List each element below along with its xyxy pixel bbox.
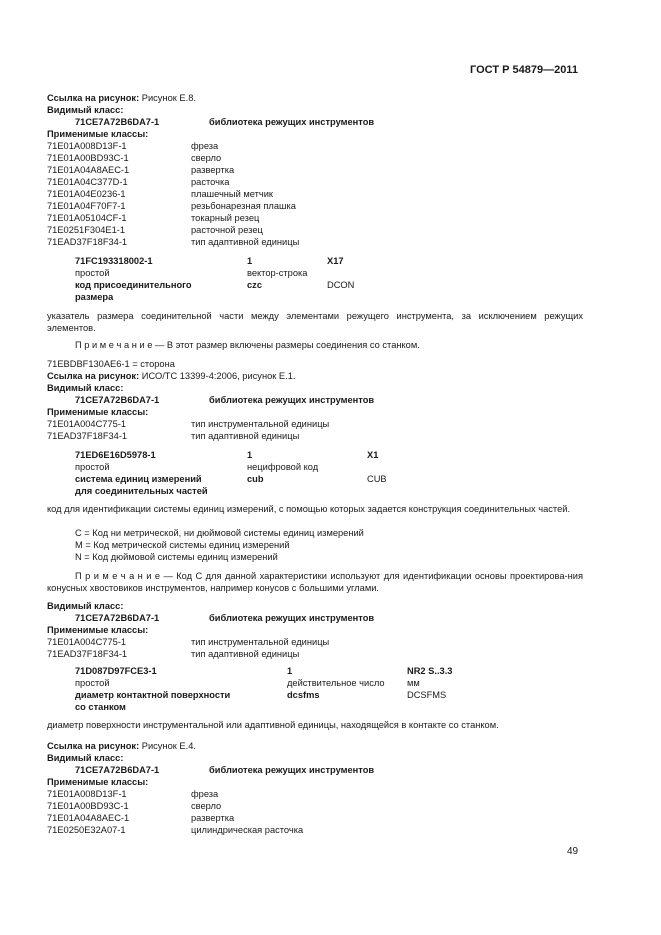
visible-class-name: библиотека режущих инструментов [209, 117, 375, 127]
code-item: С = Код ни метрической, ни дюймовой системы единиц измерений [75, 528, 364, 538]
attribute-format: вектор-строка [247, 268, 308, 278]
attribute-name-line1: диаметр контактной поверхности [75, 690, 231, 700]
class-id: 71E0251F304E1-1 [47, 225, 126, 235]
visible-class-id: 71CE7A72B6DA7-1 [75, 395, 160, 405]
document-standard-header: ГОСТ Р 54879—2011 [470, 64, 578, 76]
visible-class-label: Видимый класс: [47, 601, 124, 611]
class-name: токарный резец [191, 213, 260, 223]
attribute-description: код для идентификации системы единиц измерений, с помощью которых задается конструкция соединительных частей. [47, 504, 571, 514]
reference-value: Рисунок Е.8. [141, 93, 196, 103]
visible-class-label: Видимый класс: [47, 383, 124, 393]
class-name: цилиндрическая расточка [191, 825, 304, 835]
attribute-id: 71FC193318002-1 [75, 256, 153, 266]
class-id: 71EAD37F18F34-1 [47, 237, 128, 247]
reference-line [47, 370, 295, 382]
reference-label: Ссылка на рисунок: [47, 93, 140, 103]
applicable-classes-label: Применимые классы: [47, 407, 149, 417]
applicable-classes-label: Применимые классы: [47, 777, 149, 787]
class-name: сверло [191, 801, 222, 811]
class-name: фреза [191, 141, 219, 151]
applicable-classes-label: Применимые классы: [47, 625, 149, 635]
class-name: тип адаптивной единицы [191, 237, 300, 247]
class-name: тип адаптивной единицы [191, 431, 300, 441]
class-id: 71E0250E32A07-1 [47, 825, 126, 835]
class-id: 71E01A004C775-1 [47, 637, 127, 647]
code-item: М = Код метрической системы единиц измерений [75, 540, 290, 550]
class-id: 71EAD37F18F34-1 [47, 649, 128, 659]
visible-class-label: Видимый класс: [47, 753, 124, 763]
class-id: 71E01A004C775-1 [47, 419, 127, 429]
code-item: N = Код дюймовой системы единиц измерений [75, 552, 278, 562]
class-name: тип инструментальной единицы [191, 419, 330, 429]
attribute-num: 1 [287, 666, 293, 676]
attribute-short: cub [247, 474, 264, 484]
class-name: развертка [191, 813, 235, 823]
attribute-abbr: DCON [327, 280, 355, 290]
reference-value: ИСО/ТС 13399-4:2006, рисунок Е.1. [141, 371, 296, 381]
class-id: 71EAD37F18F34-1 [47, 431, 128, 441]
attribute-num: 1 [247, 450, 253, 460]
attribute-short: dcsfms [287, 690, 320, 700]
note: П р и м е ч а н и е — Код С для данной характеристики используют для идентификации основы проектирова-ния конусных хвостовиков инструментов, например конусов с большими углами. [47, 571, 583, 593]
attribute-name-line2: для соединительных частей [75, 486, 208, 496]
reference-label: Ссылка на рисунок: [47, 741, 140, 751]
class-id: 71E01A00BD93C-1 [47, 801, 129, 811]
reference-value: Рисунок Е.4. [141, 741, 196, 751]
attribute-description: указатель размера соединительной части между элементами режущего инструмента, за исключением режущих элементов. [47, 311, 583, 333]
attribute-type: простой [75, 678, 110, 688]
attribute-name-line1: код присоединительного [75, 280, 192, 290]
class-name: расточной резец [191, 225, 263, 235]
class-name: расточка [191, 177, 230, 187]
attribute-type: простой [75, 462, 110, 472]
visible-class-label: Видимый класс: [47, 105, 124, 115]
visible-class-id: 71CE7A72B6DA7-1 [75, 613, 160, 623]
class-name: плашечный метчик [191, 189, 274, 199]
class-id: 71E01A008D13F-1 [47, 789, 127, 799]
class-name: тип инструментальной единицы [191, 637, 330, 647]
page-number: 49 [567, 846, 579, 857]
class-id: 71E01A04E0236-1 [47, 189, 126, 199]
class-name: развертка [191, 165, 235, 175]
attribute-format: нецифровой код [247, 462, 319, 472]
attribute-code: X17 [327, 256, 344, 266]
attribute-name-line2: со станком [75, 702, 126, 712]
visible-class-name: библиотека режущих инструментов [209, 395, 375, 405]
attribute-format: действительное число [287, 678, 385, 688]
attribute-unit: мм [407, 678, 420, 688]
alias-line: 71EBDBF130AE6-1 = сторона [47, 359, 175, 369]
visible-class-id: 71CE7A72B6DA7-1 [75, 117, 160, 127]
class-id: 71E01A04C377D-1 [47, 177, 128, 187]
visible-class-name: библиотека режущих инструментов [209, 613, 375, 623]
visible-class-id: 71CE7A72B6DA7-1 [75, 765, 160, 775]
note: П р и м е ч а н и е — В этот размер включены размеры соединения со станком. [75, 340, 420, 350]
class-name: фреза [191, 789, 219, 799]
attribute-type: простой [75, 268, 110, 278]
reference-line [47, 740, 196, 752]
attribute-id: 71ED6E16D5978-1 [75, 450, 156, 460]
attribute-name-line1: система единиц измерений [75, 474, 202, 484]
class-name: резьбонарезная плашка [191, 201, 296, 211]
attribute-id: 71D087D97FCE3-1 [75, 666, 157, 676]
class-id: 71E01A00BD93C-1 [47, 153, 129, 163]
class-id: 71E01A05104CF-1 [47, 213, 127, 223]
attribute-name-line2: размера [75, 292, 114, 302]
class-name: сверло [191, 153, 222, 163]
attribute-abbr: DCSFMS [407, 690, 447, 700]
visible-class-name: библиотека режущих инструментов [209, 765, 375, 775]
attribute-short: czc [247, 280, 262, 290]
applicable-classes-label: Применимые классы: [47, 129, 149, 139]
attribute-code: NR2 S..3.3 [407, 666, 453, 676]
attribute-num: 1 [247, 256, 253, 266]
attribute-description: диаметр поверхности инструментальной или адаптивной единицы, находящейся в контакте со станком. [47, 720, 499, 730]
class-id: 71E01A008D13F-1 [47, 141, 127, 151]
reference-label: Ссылка на рисунок: [47, 371, 140, 381]
class-id: 71E01A04F70F7-1 [47, 201, 126, 211]
class-name: тип адаптивной единицы [191, 649, 300, 659]
reference-line [47, 92, 196, 104]
class-id: 71E01A04A8AEC-1 [47, 165, 130, 175]
class-id: 71E01A04A8AEC-1 [47, 813, 130, 823]
attribute-code: X1 [367, 450, 379, 460]
attribute-abbr: CUB [367, 474, 387, 484]
